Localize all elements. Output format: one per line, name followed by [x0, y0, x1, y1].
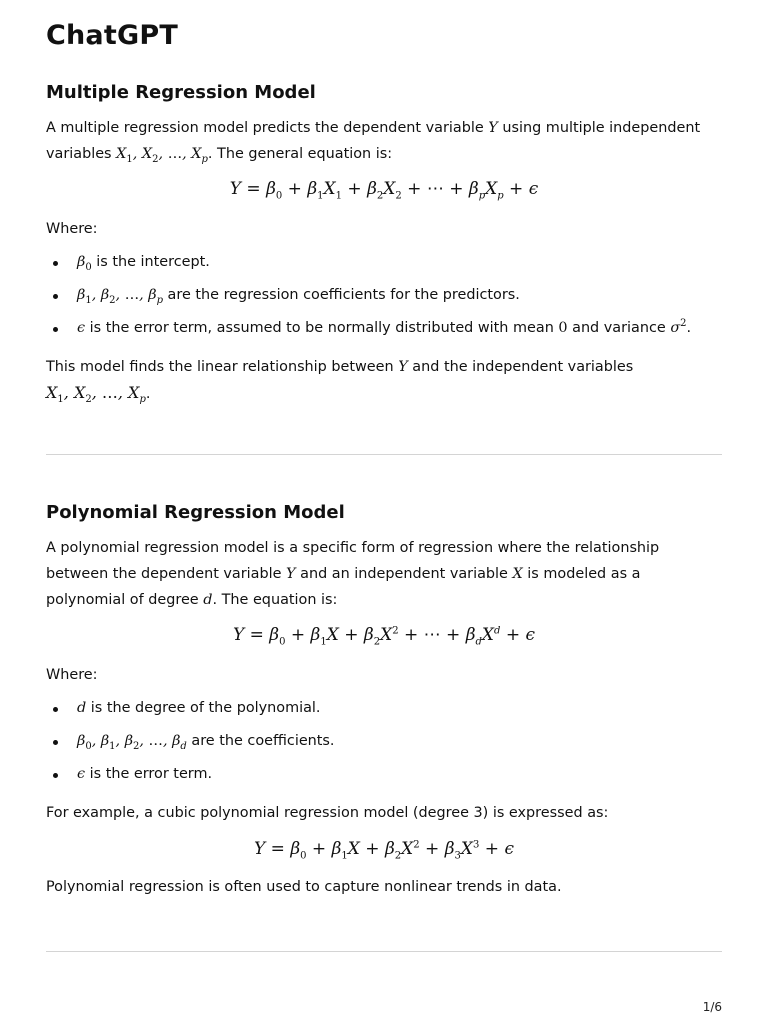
section-divider — [46, 454, 722, 455]
example-paragraph: For example, a cubic polynomial regression model (degree 3) is expressed as: — [46, 805, 609, 821]
list-item: ϵ is the error term, assumed to be normally distributed with mean 0 and variance $\sigma^2$. — [46, 315, 722, 341]
section-title: Polynomial Regression Model — [46, 502, 345, 523]
equation-cubic: $Y = \beta_0 + \beta_1X + \beta_2X^2 + \beta_3X^3 + \epsilon$ — [254, 839, 514, 862]
section-multiple-regression — [46, 80, 722, 407]
equation-polynomial: $Y = \beta_0 + \beta_1X + \beta_2X^2$ + ⋯ + $\beta_dX^d + \epsilon$ — [232, 625, 536, 648]
equation-multiple: $Y = \beta_0 + \beta_1X_1 + \beta_2X_2$ + ⋯ + $\beta_pX_p + \epsilon$ — [229, 179, 539, 202]
page-number: 1/6 — [702, 1000, 722, 1014]
list-item: d is the degree of the polynomial. — [46, 695, 722, 721]
summary-paragraph: This model finds the linear relationship between Y and the independent variables $X_1$, $X_2$, …, $X_p$. — [46, 359, 634, 406]
definition-list — [46, 249, 722, 341]
document-title: ChatGPT — [46, 20, 178, 51]
list-item: $\beta_1$, $\beta_2$, …, $\beta_p$ are the regression coefficients for the predictors. — [46, 282, 722, 308]
section-divider — [46, 951, 722, 952]
intro-paragraph: A polynomial regression model is a specific form of regression where the relationship between the dependent variable Y and an independent variable X is modeled as a polynomial of degree d. The equation is: — [46, 540, 660, 608]
definition-list — [46, 695, 722, 787]
closing-paragraph: Polynomial regression is often used to capture nonlinear trends in data. — [46, 879, 562, 895]
section-polynomial-regression — [46, 500, 722, 900]
list-item: $\beta_0$ is the intercept. — [46, 249, 722, 275]
where-label: Where: — [46, 667, 98, 683]
intro-paragraph: A multiple regression model predicts the dependent variable Y using multiple independent variables $X_1$, $X_2$, …, $X_p$. The general equation is: — [46, 120, 701, 165]
list-item: $\beta_0$, $\beta_1$, $\beta_2$, …, $\beta_d$ are the coefficients. — [46, 728, 722, 754]
where-label: Where: — [46, 221, 98, 237]
section-title: Multiple Regression Model — [46, 82, 316, 103]
list-item: ϵ is the error term. — [46, 761, 722, 787]
